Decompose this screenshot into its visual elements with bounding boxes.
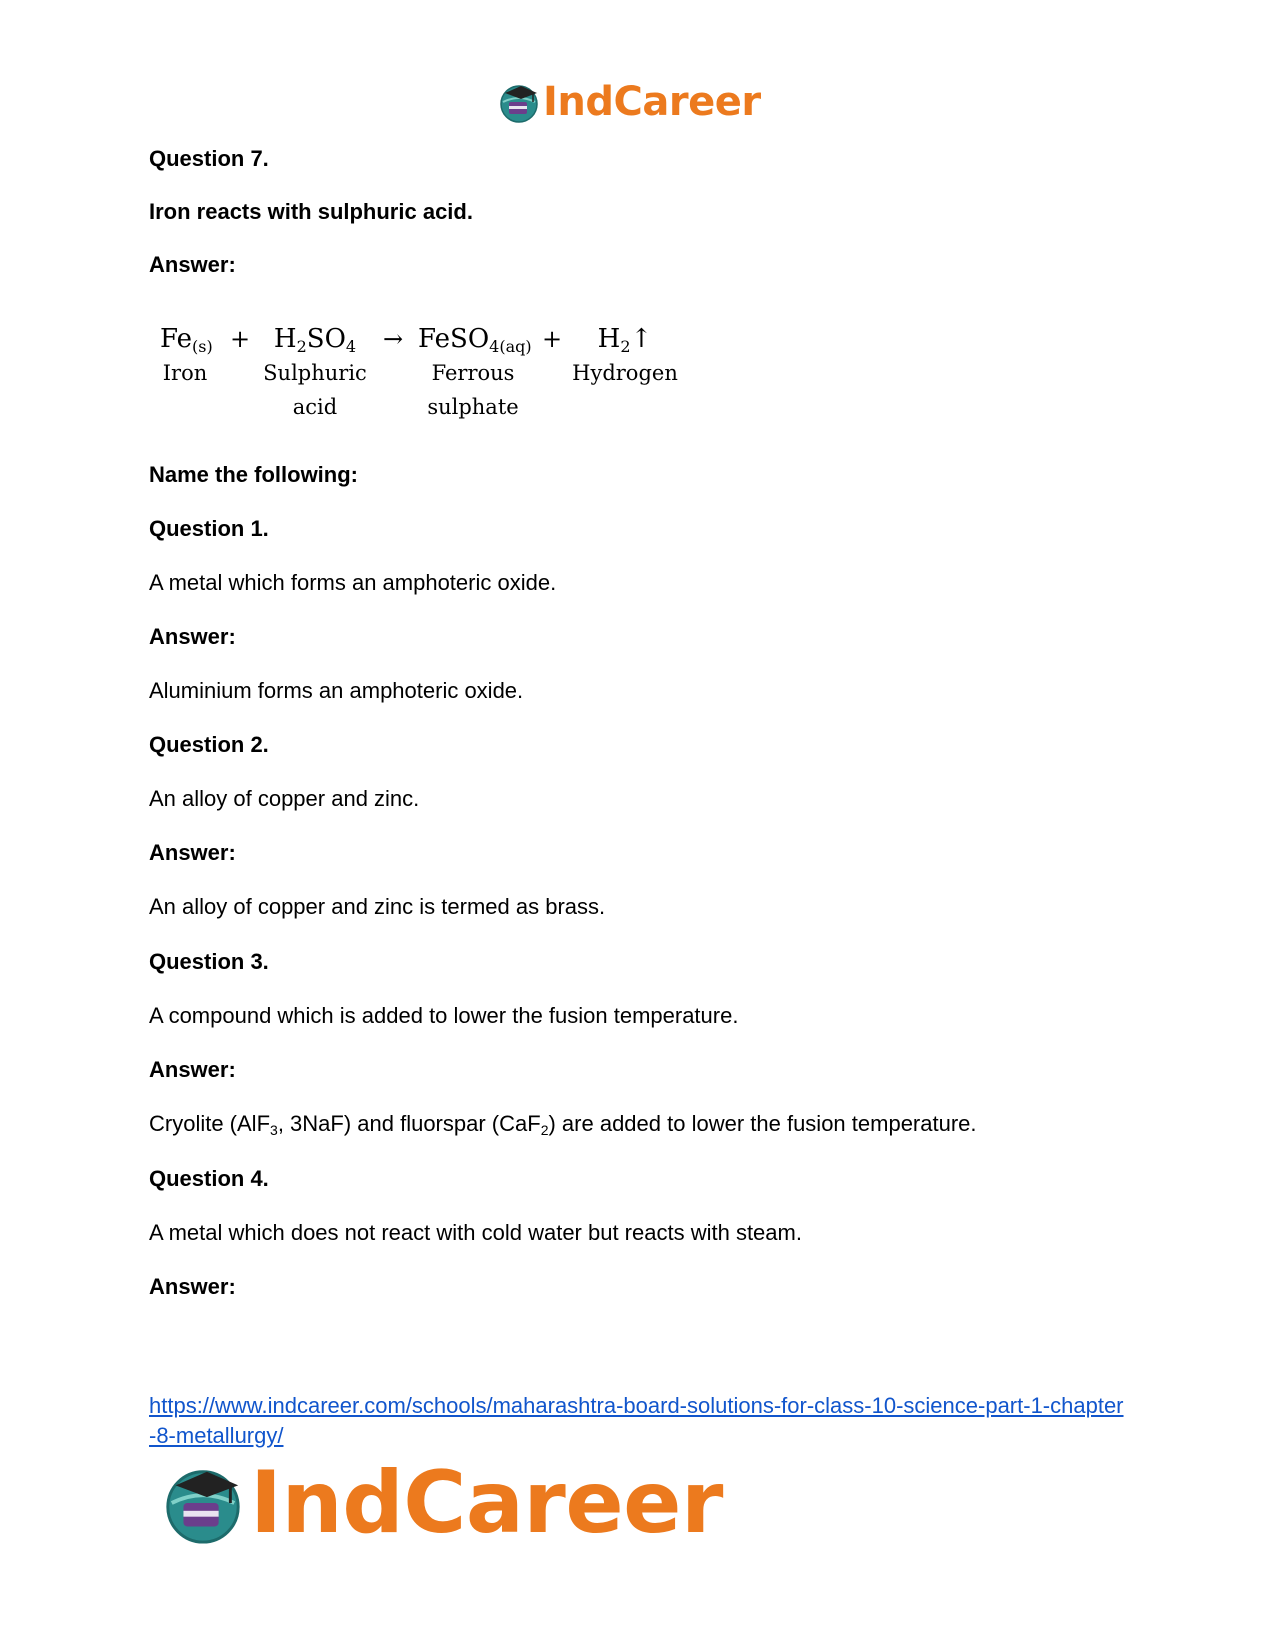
question-heading: Question 7.: [149, 146, 269, 171]
question-prompt: A compound which is added to lower the fusion temperature.: [149, 1003, 739, 1028]
answer-label: Answer:: [149, 252, 236, 277]
answer-label: Answer:: [149, 1057, 236, 1082]
question-prompt: Iron reacts with sulphuric acid.: [149, 199, 473, 224]
plus-sign: +: [230, 325, 251, 353]
answer-label: Answer:: [149, 624, 236, 649]
source-url-link[interactable]: https://www.indcareer.com/schools/maharashtra-board-solutions-for-class-10-science-part-1-chapter-8-metallurgy/: [149, 1393, 1124, 1448]
reactant-iron: $Fe_{(s)}$ Iron: [160, 324, 213, 385]
answer-label: Answer:: [149, 840, 236, 865]
question-heading: Question 1.: [149, 516, 269, 541]
chemical-equation: [160, 322, 720, 432]
question-prompt: A metal which forms an amphoteric oxide.: [149, 570, 557, 595]
question-heading: Question 2.: [149, 732, 269, 757]
answer-text: An alloy of copper and zinc is termed as brass.: [149, 894, 606, 919]
question-heading: Question 3.: [149, 949, 269, 974]
footer-logo: [160, 1453, 723, 1553]
section-title: Name the following:: [149, 462, 358, 487]
product-ferrous-sulphate: FeSO$_{4(aq)}$ Ferrous sulphate: [418, 324, 532, 419]
answer-label: Answer:: [149, 1274, 236, 1299]
reaction-arrow: →: [383, 325, 404, 353]
question-prompt: An alloy of copper and zinc.: [149, 786, 420, 811]
product-hydrogen: $H_2↑$ Hydrogen: [572, 324, 678, 385]
answer-text: Cryolite (AlF$_3$, 3NaF) and fluorspar (CaF$_2$) are added to lower the fusion temperature.: [149, 1111, 977, 1138]
plus-sign: +: [542, 325, 563, 353]
globe-graduation-cap-icon: [160, 1460, 246, 1546]
header-logo: [497, 80, 761, 124]
question-prompt: A metal which does not react with cold water but reacts with steam.: [149, 1220, 802, 1245]
question-heading: Question 4.: [149, 1166, 269, 1191]
answer-text: Aluminium forms an amphoteric oxide.: [149, 678, 524, 703]
logo-wordmark: IndCareer: [543, 79, 761, 125]
globe-graduation-cap-icon: [497, 80, 541, 124]
logo-wordmark: IndCareer: [250, 1453, 723, 1553]
reactant-sulphuric-acid: $H_2SO_4$ Sulphuric acid: [263, 324, 367, 419]
